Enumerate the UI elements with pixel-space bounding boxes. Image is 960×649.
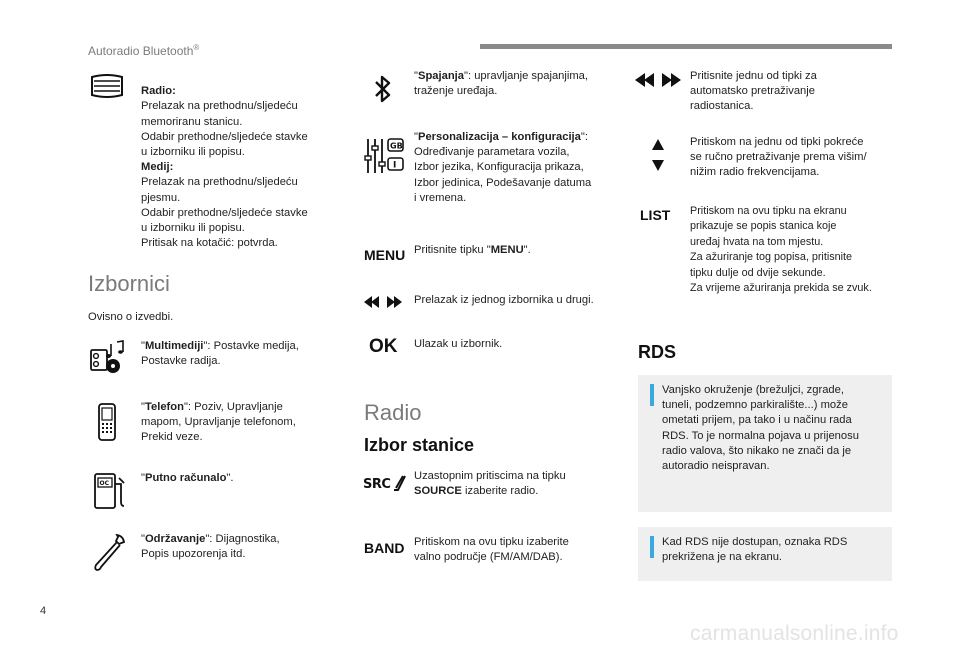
- menu-button-description: Pritisnite tipku "MENU".: [414, 244, 531, 256]
- svg-text:I: I: [393, 160, 397, 171]
- running-header: Autoradio Bluetooth®: [88, 43, 200, 58]
- up-down-arrows-icon: [651, 138, 665, 172]
- header-rule: [480, 44, 892, 49]
- band-button-label: BAND: [364, 540, 405, 556]
- bluetooth-icon: [373, 73, 393, 105]
- info-box-reception: [638, 375, 892, 512]
- info-reception-text: Vanjsko okruženje (brežuljci, zgrade, tuneli, podzemno parkiralište...) može ometati prijem, pa tako i u načinu rada RDS. To je normalna pojava u prijenosu radio valova, što nikako ne znači da je autoradio neispravan.: [662, 384, 859, 473]
- menu-item-telephone: "Telefon": Poziv, Upravljanje mapom, Upravljanje telefonom, Prekid veze.: [141, 401, 296, 444]
- telephone-icon: [97, 403, 117, 441]
- menu-item-maintenance: "Održavanje": Dijagnostika, Popis upozorenja itd.: [141, 533, 280, 561]
- menu-button-label: MENU: [364, 247, 406, 263]
- band-button-description: Pritiskom na ovu tipku izaberite valno područje (FM/AM/DAB).: [414, 536, 569, 564]
- ok-button-label: OK: [369, 336, 398, 357]
- menu-navigation-description: Prelazak iz jednog izbornika u drugi.: [414, 294, 594, 306]
- watermark: carmanualsonline.info: [690, 622, 899, 645]
- wrench-icon: [90, 532, 126, 572]
- seek-arrows-icon: [635, 72, 681, 88]
- page-number: 4: [40, 605, 47, 617]
- trip-computer-icon: [93, 472, 127, 510]
- menu-item-personalisation: "Personalizacija – konfiguracija": Određivanje parametara vozila, Izbor jezika, Konfiguracija prikaza, Izbor jedinica, Podešavanje datuma i vremena.: [414, 131, 592, 204]
- menus-intro: Ovisno o izvedbi.: [88, 311, 174, 323]
- section-heading-radio: Radio: [364, 400, 422, 425]
- info-marker: [650, 384, 654, 406]
- seek-description: Pritisnite jednu od tipki za automatsko pretraživanje radiostanica.: [690, 70, 817, 113]
- svg-text:GB: GB: [390, 141, 403, 151]
- ok-button-description: Ulazak u izbornik.: [414, 338, 503, 350]
- manual-tuning-description: Pritiskom na jednu od tipki pokreće se ručno pretraživanje prema višim/ nižim radio frekvencijama.: [690, 136, 867, 179]
- list-button-description: Pritiskom na ovu tipku na ekranu prikazuje se popis stanica koje uređaj hvata na tom mjestu. Za ažuriranje tog popisa, pritisnite tipku dulje od dvije sekunde. Za vrijeme ažuriranja prekida se zvuk.: [690, 205, 872, 295]
- section-heading-menus: Izbornici: [88, 271, 170, 296]
- radio-media-description: Radio: Prelazak na prethodnu/sljedeću memoriranu stanicu. Odabir prethodne/sljedeće stavke u izborniku ili popisu. Medij: Prelazak na prethodnu/sljedeću pjesmu. Odabir prethodne/sljedeće stavke u izborniku ili popisu. Pritisak na kotačić: potvrda.: [141, 85, 308, 250]
- svg-text:OC: OC: [99, 480, 110, 487]
- source-button-icon: [363, 474, 407, 492]
- svg-text:SRC: SRC: [363, 477, 391, 492]
- list-button-label: LIST: [640, 207, 671, 223]
- scroll-wheel-icon: [89, 72, 125, 100]
- section-heading-rds: RDS: [638, 342, 677, 362]
- settings-sliders-icon: [363, 136, 405, 176]
- menu-item-multimedia: "Multimediji": Postavke medija, Postavke radija.: [141, 340, 299, 368]
- source-button-description: Uzastopnim pritiscima na tipku SOURCE izaberite radio.: [414, 470, 566, 498]
- multimedia-icon: [89, 340, 125, 374]
- info-marker: [650, 536, 654, 558]
- info-box-rds-unavailable: [638, 527, 892, 581]
- menu-item-connections: "Spajanja": upravljanje spajanjima, traženje uređaja.: [414, 70, 589, 98]
- left-right-arrows-icon: [364, 295, 402, 309]
- section-heading-station-selection: Izbor stanice: [364, 435, 475, 455]
- info-rds-text: Kad RDS nije dostupan, oznaka RDS prekrižena je na ekranu.: [662, 536, 848, 564]
- menu-item-trip-computer: "Putno računalo".: [141, 472, 234, 484]
